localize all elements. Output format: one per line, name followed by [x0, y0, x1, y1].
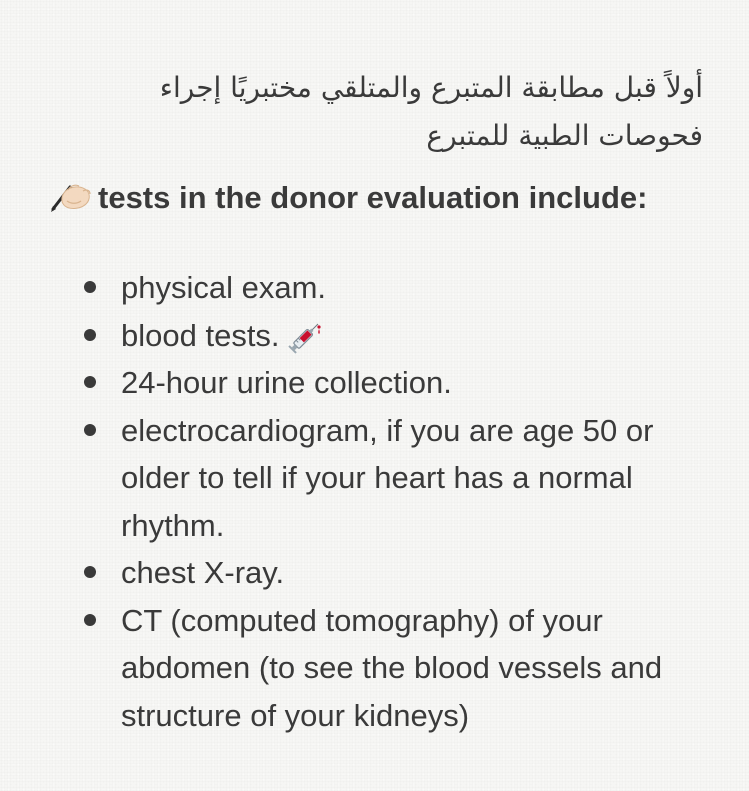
- list-item: [0, 549, 749, 597]
- list-item-text: electrocardiogram, if you are age 50 or older to tell if your heart has a normal rhythm.: [121, 412, 654, 543]
- list-item: [0, 359, 749, 407]
- list-item: [0, 312, 749, 360]
- test-list: [0, 264, 749, 739]
- list-item: [0, 597, 749, 740]
- bullet-icon: [84, 281, 96, 293]
- list-item-text: 24-hour urine collection.: [121, 365, 452, 400]
- heading-text: tests in the donor evaluation include:: [98, 180, 648, 215]
- syringe-icon: [288, 318, 324, 354]
- bullet-icon: [84, 566, 96, 578]
- arabic-intro-text: أولاً قبل مطابقة المتبرع والمتلقي مختبريًا إجراء فحوصات الطبية للمتبرع: [159, 71, 703, 152]
- bullet-icon: [84, 329, 96, 341]
- list-item-text: blood tests.: [121, 317, 280, 353]
- list-item-text: chest X-ray.: [121, 555, 285, 590]
- bullet-icon: [84, 376, 96, 388]
- list-item-text: physical exam.: [121, 270, 327, 305]
- bullet-icon: [84, 424, 96, 436]
- section-heading: [48, 174, 708, 221]
- list-item: [0, 264, 749, 312]
- writing-hand-icon: [48, 179, 92, 213]
- bullet-icon: [84, 614, 96, 626]
- list-item-text: CT (computed tomography) of your abdomen (to see the blood vessels and structure of your kidneys): [121, 602, 663, 733]
- list-item: [0, 407, 749, 550]
